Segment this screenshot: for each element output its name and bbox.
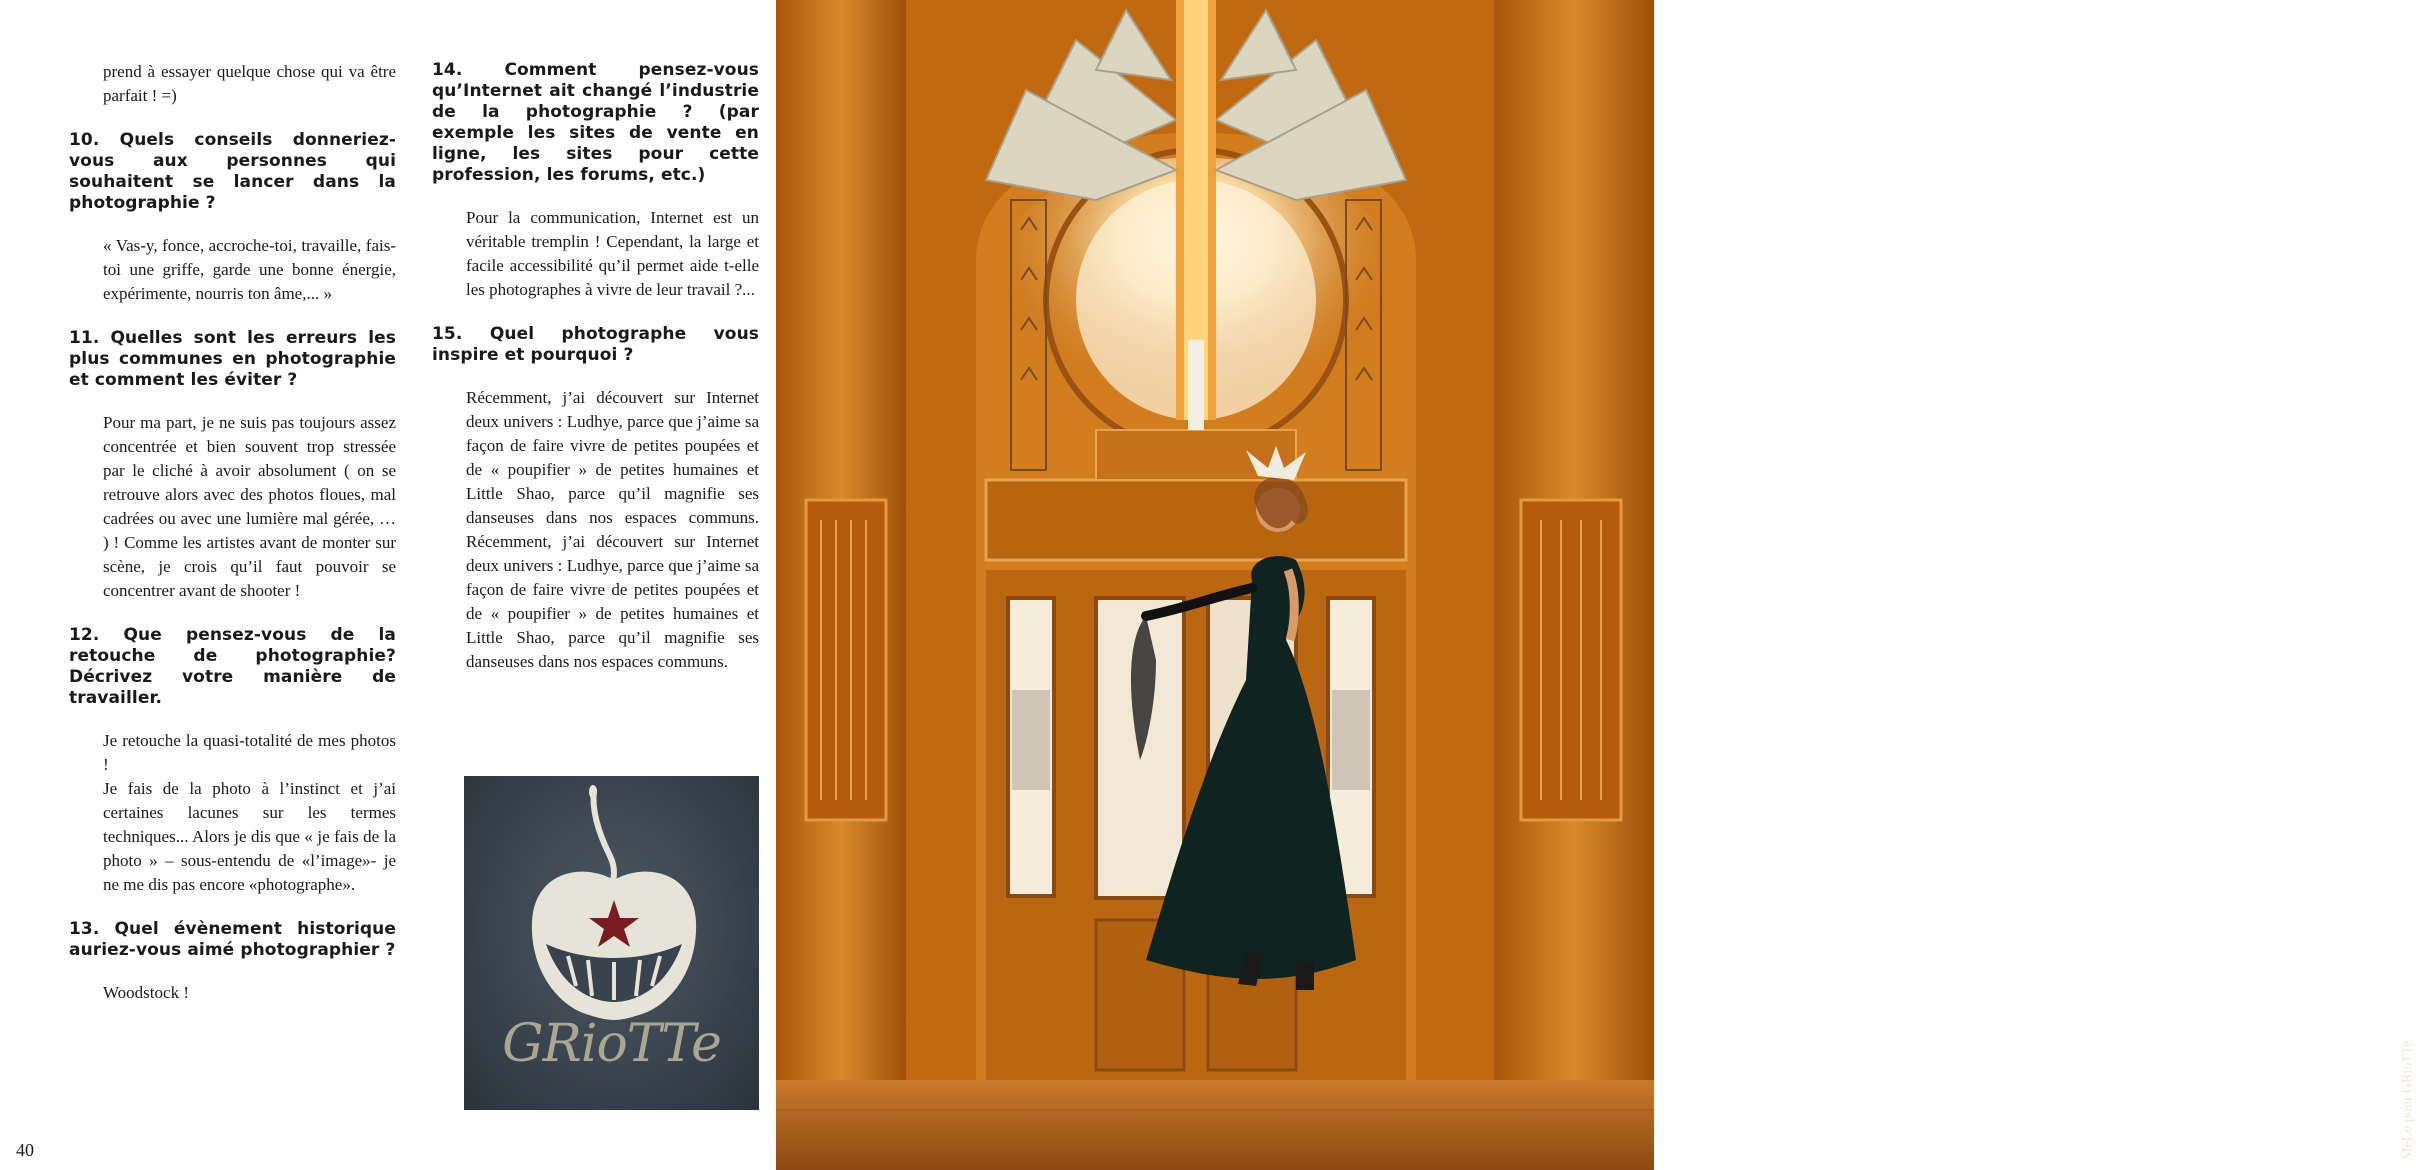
question-heading: 14. Comment pensez-vous qu’Internet ait changé l’industrie de la photographie ? (par exemple les sites de vente en ligne, les sites pour cette profession, les forums, etc.) [432,60,759,185]
answer-paragraph: Pour la communication, Internet est un véritable tremplin ! Cependant, la large et facile accessibilité qu’il permet aide t-elle les photographes à vivre de leur travail ?... [466,208,759,299]
answer-paragraph: Pour ma part, je ne suis pas toujours assez concentrée et bien souvent trop stressée par le cliché à avoir absolument ( on se retrouve alors avec des photos floues, mal cadrées ou avec une lumière mal gérée, … ) ! Comme les artistes avant de monter sur scène, je crois qu’il faut pouvoir se concentrer avant de shooter ! [103,413,396,600]
dancer-photo-icon [776,0,1654,1170]
dancer-photo [776,0,2415,1170]
answer-text [103,234,396,306]
question-heading: 10. Quels conseils donneriez-vous aux personnes qui souhaitent se lancer dans la photographie ? [69,130,396,213]
middle-text-column [432,60,759,696]
question-heading: 11. Quelles sont les erreurs les plus communes en photographie et comment les éviter ? [69,328,396,390]
answer-text [103,60,396,108]
answer-text [103,981,396,1005]
question-heading: 13. Quel évènement historique auriez-vous aimé photographier ? [69,919,396,960]
logo-wordmark: GRioTTe [502,1014,721,1074]
photo-credit: MéLo pour GRioTTe [2400,1040,2415,1160]
answer-paragraph: Je fais de la photo à l’instinct et j’ai certaines lacunes sur les termes techniques... Alors je dis que « je fais de la photo » – sous-entendu de «l’image»- je ne me dis pas encore «photographe». [103,779,396,894]
page-number: 40 [16,1140,34,1160]
griotte-logo-image [464,776,759,1110]
answer-paragraph: prend à essayer quelque chose qui va être parfait ! =) [103,62,396,105]
question-heading: 15. Quel photographe vous inspire et pourquoi ? [432,324,759,365]
answer-text [466,206,759,302]
answer-text [466,386,759,674]
left-text-column [69,60,396,1027]
answer-paragraph: « Vas-y, fonce, accroche-toi, travaille, fais-toi une griffe, garde une bonne énergie, expérimente, nourris ton âme,... » [103,236,396,303]
answer-paragraph: Je retouche la quasi-totalité de mes photos ! [103,731,396,774]
question-heading: 12. Que pensez-vous de la retouche de photographie? Décrivez votre manière de travailler. [69,625,396,708]
answer-paragraph: Récemment, j’ai découvert sur Internet deux univers : Ludhye, parce que j’aime sa façon de faire vivre de petites poupées et de « poupifier » de petites humaines et Little Shao, parce qu’il magnifie ses danseuses dans nos espaces communs. Récemment, j’ai découvert sur Internet deux univers : Ludhye, parce que j’aime sa façon de faire vivre de petites poupées et de « poupifier » de petites humaines et Little Shao, parce qu’il magnifie ses danseuses dans nos espaces communs. [466,388,759,671]
answer-paragraph: Woodstock ! [103,983,189,1002]
answer-text [103,729,396,897]
answer-text [103,411,396,603]
